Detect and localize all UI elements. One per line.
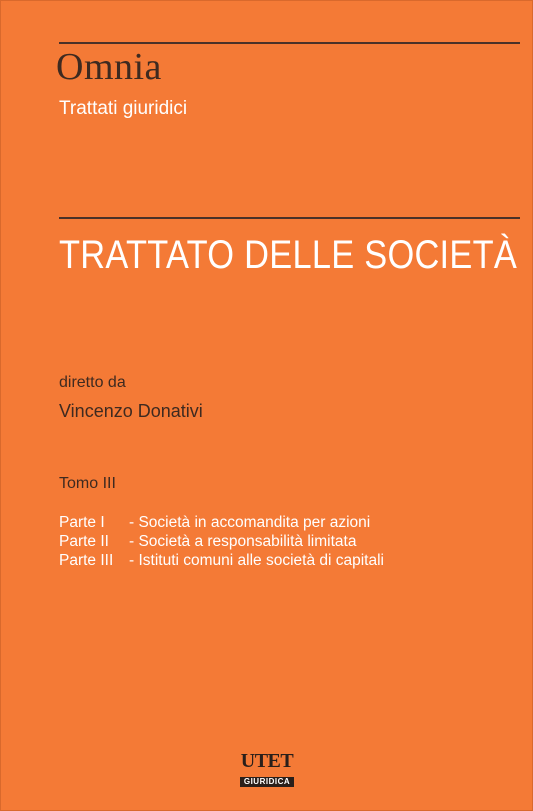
publisher-imprint: GIURIDICA bbox=[240, 777, 294, 787]
volume-label: Tomo III bbox=[59, 475, 116, 492]
part-number: Parte II bbox=[59, 533, 109, 550]
parts-list bbox=[59, 513, 384, 570]
editor-name: Vincenzo Donativi bbox=[59, 401, 203, 421]
part-number: Parte I bbox=[59, 514, 105, 531]
series-name: Omnia bbox=[56, 46, 162, 88]
publisher-logo bbox=[227, 751, 307, 789]
part-title: - Società in accomandita per azioni bbox=[129, 514, 371, 531]
part-item bbox=[59, 513, 384, 532]
part-number: Parte III bbox=[59, 552, 114, 569]
part-title: - Società a responsabilità limitata bbox=[129, 533, 357, 550]
series-subtitle: Trattati giuridici bbox=[59, 98, 188, 119]
title-divider bbox=[59, 217, 520, 219]
part-title: - Istituti comuni alle società di capitali bbox=[129, 552, 385, 569]
directed-by-label: diretto da bbox=[59, 374, 126, 391]
publisher-name: UTET bbox=[240, 750, 294, 772]
part-item bbox=[59, 532, 384, 551]
book-title: TRATTATO DELLE SOCIETÀ bbox=[59, 233, 518, 277]
part-item bbox=[59, 551, 384, 570]
